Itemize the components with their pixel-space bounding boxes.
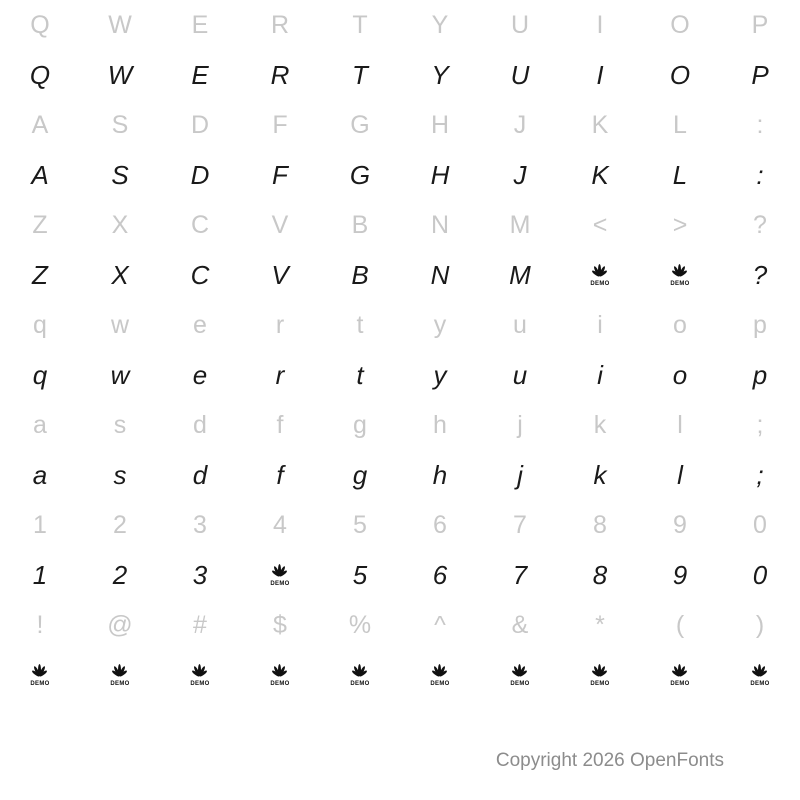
glyph-cell: s: [113, 460, 127, 490]
glyph-cell: P: [751, 60, 769, 90]
glyph-cell: l: [677, 460, 683, 490]
key-cell: Q: [30, 10, 50, 39]
key-cell: r: [275, 310, 285, 339]
key-cell: Y: [431, 10, 449, 39]
leaf-cluster-icon: [270, 563, 290, 577]
glyph-cell: 0: [752, 560, 768, 590]
ornament-demo-icon: [480, 650, 560, 700]
leaf-ornament-icon: [429, 663, 451, 687]
key-cell: %: [348, 610, 372, 639]
ornament-demo-icon: [560, 650, 640, 700]
key-cell: W: [108, 10, 132, 39]
key-cell: o: [673, 310, 687, 339]
ornament-demo-label: DEMO: [190, 681, 210, 687]
glyph-cell: u: [512, 360, 528, 390]
key-row: [0, 600, 800, 650]
key-row: [0, 400, 800, 450]
leaf-cluster-icon: [510, 663, 530, 677]
ornament-demo-label: DEMO: [670, 281, 690, 287]
glyph-cell: A: [31, 160, 49, 190]
leaf-cluster-icon: [430, 663, 450, 677]
ornament-demo-icon: [160, 650, 240, 700]
glyph-cell: 6: [432, 560, 448, 590]
ornament-demo-label: DEMO: [270, 581, 290, 587]
key-cell: *: [595, 610, 605, 639]
ornament-demo-label: DEMO: [110, 681, 130, 687]
key-row: [0, 200, 800, 250]
key-cell: 0: [753, 510, 767, 539]
key-cell: A: [31, 110, 49, 139]
ornament-demo-icon: [560, 250, 640, 300]
ornament-demo-icon: [640, 650, 720, 700]
glyph-row: [0, 650, 800, 700]
ornament-demo-icon: [640, 250, 720, 300]
ornament-demo-label: DEMO: [270, 681, 290, 687]
ornament-demo-icon: [720, 650, 800, 700]
key-cell: T: [352, 10, 368, 39]
key-cell: :: [756, 110, 764, 139]
leaf-cluster-icon: [590, 663, 610, 677]
glyph-cell: F: [272, 160, 288, 190]
key-cell: <: [592, 210, 608, 239]
key-cell: ^: [434, 610, 446, 639]
glyph-cell: 2: [112, 560, 128, 590]
glyph-cell: M: [509, 260, 531, 290]
leaf-ornament-icon: [749, 663, 771, 687]
leaf-cluster-icon: [190, 663, 210, 677]
glyph-cell: q: [32, 360, 48, 390]
key-row: [0, 300, 800, 350]
key-cell: t: [356, 310, 364, 339]
key-cell: y: [433, 310, 447, 339]
key-cell: >: [672, 210, 688, 239]
key-cell: f: [276, 410, 284, 439]
glyph-row: [0, 50, 800, 100]
leaf-cluster-icon: [30, 663, 50, 677]
glyph-cell: 7: [512, 560, 528, 590]
ornament-demo-label: DEMO: [590, 281, 610, 287]
key-cell: P: [751, 10, 769, 39]
key-cell: 2: [113, 510, 127, 539]
key-cell: N: [430, 210, 450, 239]
key-cell: k: [593, 410, 607, 439]
glyph-cell: j: [517, 460, 523, 490]
key-cell: i: [597, 310, 603, 339]
glyph-cell: y: [433, 360, 447, 390]
glyph-cell: J: [513, 160, 527, 190]
glyph-cell: K: [591, 160, 609, 190]
leaf-ornament-icon: [589, 263, 611, 287]
glyph-cell: C: [190, 260, 210, 290]
key-row: [0, 100, 800, 150]
key-cell: 7: [513, 510, 527, 539]
glyph-cell: ?: [752, 260, 768, 290]
glyph-cell: a: [32, 460, 48, 490]
key-cell: ?: [753, 210, 767, 239]
ornament-demo-label: DEMO: [510, 681, 530, 687]
glyph-cell: V: [271, 260, 289, 290]
key-row: [0, 0, 800, 50]
glyph-cell: W: [107, 60, 133, 90]
glyph-cell: g: [352, 460, 368, 490]
ornament-demo-icon: [240, 550, 320, 600]
glyph-cell: k: [593, 460, 607, 490]
glyph-cell: f: [276, 460, 284, 490]
key-cell: C: [190, 210, 210, 239]
ornament-demo-label: DEMO: [590, 681, 610, 687]
glyph-cell: H: [430, 160, 450, 190]
ornament-demo-icon: [320, 650, 400, 700]
leaf-cluster-icon: [270, 663, 290, 677]
key-cell: O: [670, 10, 690, 39]
glyph-cell: :: [756, 160, 764, 190]
glyph-cell: d: [192, 460, 208, 490]
glyph-cell: N: [430, 260, 450, 290]
ornament-demo-icon: [240, 650, 320, 700]
key-cell: u: [513, 310, 527, 339]
glyph-row: [0, 250, 800, 300]
glyph-cell: E: [191, 60, 209, 90]
glyph-cell: r: [275, 360, 285, 390]
glyph-row: [0, 450, 800, 500]
key-cell: L: [673, 110, 687, 139]
leaf-cluster-icon: [590, 263, 610, 277]
key-row: [0, 500, 800, 550]
leaf-ornament-icon: [269, 563, 291, 587]
glyph-cell: X: [111, 260, 129, 290]
leaf-ornament-icon: [669, 663, 691, 687]
glyph-cell: U: [510, 60, 530, 90]
copyright-notice: Copyright 2026 OpenFonts: [495, 750, 724, 771]
glyph-cell: O: [669, 60, 691, 90]
key-cell: I: [596, 10, 604, 39]
glyph-row: [0, 350, 800, 400]
glyph-cell: 3: [192, 560, 208, 590]
glyph-cell: Y: [431, 60, 449, 90]
key-cell: D: [190, 110, 210, 139]
glyph-cell: t: [356, 360, 364, 390]
glyph-cell: ;: [756, 460, 764, 490]
leaf-ornament-icon: [269, 663, 291, 687]
key-cell: H: [430, 110, 450, 139]
ornament-demo-label: DEMO: [670, 681, 690, 687]
leaf-cluster-icon: [350, 663, 370, 677]
glyph-cell: i: [597, 360, 603, 390]
ornament-demo-label: DEMO: [350, 681, 370, 687]
leaf-ornament-icon: [29, 663, 51, 687]
key-cell: @: [107, 610, 133, 639]
key-cell: $: [273, 610, 287, 639]
ornament-demo-icon: [0, 650, 80, 700]
key-cell: l: [677, 410, 683, 439]
leaf-ornament-icon: [349, 663, 371, 687]
leaf-ornament-icon: [669, 263, 691, 287]
glyph-cell: 1: [32, 560, 48, 590]
glyph-cell: I: [596, 60, 604, 90]
key-cell: E: [191, 10, 209, 39]
key-cell: Z: [32, 210, 48, 239]
key-cell: G: [350, 110, 370, 139]
glyph-cell: 8: [592, 560, 608, 590]
glyph-cell: h: [432, 460, 448, 490]
glyph-cell: w: [110, 360, 130, 390]
ornament-demo-icon: [400, 650, 480, 700]
glyph-cell: Z: [32, 260, 48, 290]
key-cell: q: [33, 310, 47, 339]
glyph-cell: S: [111, 160, 129, 190]
key-cell: 9: [673, 510, 687, 539]
glyph-row: [0, 150, 800, 200]
key-cell: w: [110, 310, 130, 339]
key-cell: U: [510, 10, 530, 39]
key-cell: K: [591, 110, 609, 139]
ornament-demo-label: DEMO: [750, 681, 770, 687]
glyph-cell: 9: [672, 560, 688, 590]
ornament-demo-label: DEMO: [30, 681, 50, 687]
glyph-row: [0, 550, 800, 600]
key-cell: s: [113, 410, 127, 439]
glyph-cell: o: [672, 360, 688, 390]
key-cell: J: [513, 110, 527, 139]
key-cell: e: [193, 310, 207, 339]
key-cell: B: [351, 210, 369, 239]
leaf-cluster-icon: [110, 663, 130, 677]
key-cell: R: [270, 10, 290, 39]
glyph-cell: Q: [29, 60, 51, 90]
key-cell: g: [353, 410, 367, 439]
key-cell: S: [111, 110, 129, 139]
glyph-cell: 5: [352, 560, 368, 590]
key-cell: ;: [756, 410, 764, 439]
key-cell: 3: [193, 510, 207, 539]
key-cell: M: [509, 210, 531, 239]
key-cell: 6: [433, 510, 447, 539]
ornament-demo-label: DEMO: [430, 681, 450, 687]
key-cell: !: [36, 610, 44, 639]
key-cell: (: [675, 610, 685, 639]
key-cell: 1: [33, 510, 47, 539]
leaf-ornament-icon: [589, 663, 611, 687]
leaf-ornament-icon: [109, 663, 131, 687]
key-cell: 5: [353, 510, 367, 539]
key-cell: 4: [273, 510, 287, 539]
glyph-cell: e: [192, 360, 208, 390]
glyph-cell: B: [351, 260, 369, 290]
key-cell: p: [753, 310, 767, 339]
key-cell: ): [755, 610, 765, 639]
ornament-demo-icon: [80, 650, 160, 700]
key-cell: V: [271, 210, 289, 239]
key-cell: a: [33, 410, 47, 439]
key-cell: h: [433, 410, 447, 439]
leaf-ornament-icon: [509, 663, 531, 687]
leaf-cluster-icon: [670, 263, 690, 277]
key-cell: F: [272, 110, 288, 139]
key-cell: X: [111, 210, 129, 239]
key-cell: &: [511, 610, 529, 639]
leaf-cluster-icon: [750, 663, 770, 677]
glyph-cell: G: [349, 160, 371, 190]
key-cell: 8: [593, 510, 607, 539]
leaf-ornament-icon: [189, 663, 211, 687]
glyph-cell: T: [352, 60, 368, 90]
glyph-cell: p: [752, 360, 768, 390]
key-cell: j: [517, 410, 523, 439]
glyph-cell: D: [190, 160, 210, 190]
glyph-cell: L: [672, 160, 688, 190]
glyph-cell: R: [270, 60, 290, 90]
leaf-cluster-icon: [670, 663, 690, 677]
key-cell: d: [193, 410, 207, 439]
key-cell: #: [193, 610, 207, 639]
